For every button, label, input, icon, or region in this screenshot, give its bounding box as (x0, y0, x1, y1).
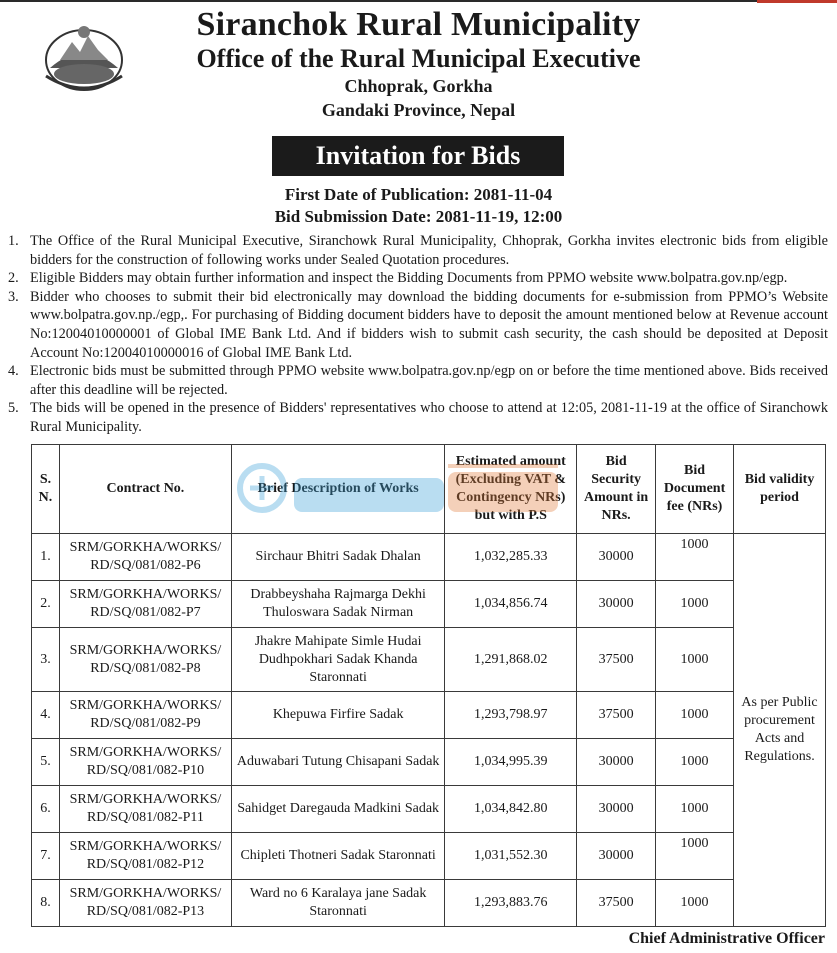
cell-sn: 2. (32, 581, 60, 628)
header-contract-no: Contract No. (59, 445, 231, 534)
table-row (32, 833, 826, 880)
cell-security: 37500 (577, 692, 656, 739)
office-name: Office of the Rural Municipal Executive (196, 44, 641, 73)
cell-validity: As per Public procurement Acts and Regulations. (734, 534, 826, 927)
cell-description: Khepuwa Firfire Sadak (231, 692, 444, 739)
cell-fee: 1000 (656, 786, 734, 833)
notice-title: Invitation for Bids (315, 141, 521, 170)
cell-fee: 1000 (656, 581, 734, 628)
cell-sn: 6. (32, 786, 60, 833)
paragraph-text: Bidder who chooses to submit their bid electronically may download the bidding documents for e-submission from PPMO’s Website www.bolpatra.gov.np./egp,. For purchasing of Bidding document bidders have to deposit the amount mentioned below at Revenue account No:12004010000001 of Global IME Bank Ltd. And if bidders wish to submit cash security, the cash should be deposited at Deposit Account No:12004010000016 of Global IME Bank Ltd. (30, 288, 828, 361)
cell-security: 30000 (577, 833, 656, 880)
cell-security: 30000 (577, 581, 656, 628)
paragraph-item (8, 232, 828, 269)
cell-amount: 1,034,995.39 (445, 739, 577, 786)
cell-amount: 1,291,868.02 (445, 628, 577, 692)
cell-contract: SRM/GORKHA/WORKS/ RD/SQ/081/082-P12 (59, 833, 231, 880)
cell-fee: 1000 (656, 628, 734, 692)
cell-description: Chipleti Thotneri Sadak Staronnati (231, 833, 444, 880)
paragraph-number: 4. (8, 363, 19, 380)
cell-description: Sahidget Daregauda Madkini Sadak (231, 786, 444, 833)
header-estimated-amount: Estimated amount (Excluding VAT & Contingency NRs) but with P.S (445, 445, 577, 534)
cell-description: Aduwabari Tutung Chisapani Sadak (231, 739, 444, 786)
paragraph-item (8, 362, 828, 399)
cell-sn: 5. (32, 739, 60, 786)
paragraph-item (8, 269, 828, 288)
top-border (0, 0, 837, 2)
cell-contract: SRM/GORKHA/WORKS/ RD/SQ/081/082-P13 (59, 880, 231, 927)
table-row (32, 880, 826, 927)
table-row (32, 581, 826, 628)
cell-description: Sirchaur Bhitri Sadak Dhalan (231, 534, 444, 581)
cell-contract: SRM/GORKHA/WORKS/ RD/SQ/081/082-P8 (59, 628, 231, 692)
bids-table (31, 444, 826, 927)
paragraph-text: The bids will be opened in the presence of Bidders' representatives who choose to attend at 12:05, 2081-11-19 at the office of Siranchowk Rural Municipality. (30, 400, 828, 435)
publication-date: First Date of Publication: 2081-11-04 (284, 185, 553, 204)
cell-security: 37500 (577, 628, 656, 692)
cell-amount: 1,293,798.97 (445, 692, 577, 739)
cell-amount: 1,293,883.76 (445, 880, 577, 927)
cell-security: 30000 (577, 739, 656, 786)
paragraph-text: Electronic bids must be submitted through PPMO website www.bolpatra.gov.np/egp on or before the time mentioned above. Bids received after this deadline will be rejected. (30, 363, 828, 398)
submission-date: Bid Submission Date: 2081-11-19, 12:00 (274, 207, 563, 226)
table-row (32, 534, 826, 581)
paragraph-number: 2. (8, 270, 19, 287)
cell-sn: 3. (32, 628, 60, 692)
cell-fee: 1000 (656, 692, 734, 739)
paragraph-list (8, 232, 828, 437)
cell-fee: 1000 (656, 534, 734, 581)
municipality-name: Siranchok Rural Municipality (196, 6, 641, 43)
header-validity: Bid validity period (734, 445, 826, 534)
paragraph-number: 1. (8, 233, 19, 249)
cell-contract: SRM/GORKHA/WORKS/ RD/SQ/081/082-P11 (59, 786, 231, 833)
cell-security: 30000 (577, 534, 656, 581)
cell-security: 37500 (577, 880, 656, 927)
cell-sn: 4. (32, 692, 60, 739)
paragraph-text: The Office of the Rural Municipal Executive, Siranchowk Rural Municipality, Chhoprak, Gorkha invites electronic bids from eligible bidders for the construction of following works under Sealed Quotation procedures. (30, 233, 828, 268)
cell-description: Drabbeyshaha Rajmarga Dekhi Thuloswara Sadak Nirman (231, 581, 444, 628)
cell-amount: 1,032,285.33 (445, 534, 577, 581)
cell-amount: 1,031,552.30 (445, 833, 577, 880)
table-row (32, 786, 826, 833)
header-description: Brief Description of Works (231, 445, 444, 534)
top-border-accent (757, 0, 837, 3)
cell-fee: 1000 (656, 880, 734, 927)
cell-contract: SRM/GORKHA/WORKS/ RD/SQ/081/082-P7 (59, 581, 231, 628)
paragraph-item (8, 399, 828, 436)
address-line-2: Gandaki Province, Nepal (321, 100, 516, 120)
address-line-1: Chhoprak, Gorkha (344, 76, 493, 96)
cell-contract: SRM/GORKHA/WORKS/ RD/SQ/081/082-P10 (59, 739, 231, 786)
cell-fee: 1000 (656, 833, 734, 880)
cell-sn: 1. (32, 534, 60, 581)
table-row (32, 628, 826, 692)
table-header-row (32, 445, 826, 534)
cell-contract: SRM/GORKHA/WORKS/ RD/SQ/081/082-P9 (59, 692, 231, 739)
cell-security: 30000 (577, 786, 656, 833)
cell-description: Ward no 6 Karalaya jane Sadak Staronnati (231, 880, 444, 927)
letterhead (0, 6, 837, 122)
cell-fee: 1000 (656, 739, 734, 786)
cell-contract: SRM/GORKHA/WORKS/ RD/SQ/081/082-P6 (59, 534, 231, 581)
notice-title-bar (272, 136, 564, 176)
cell-amount: 1,034,856.74 (445, 581, 577, 628)
paragraph-number: 5. (8, 400, 19, 417)
paragraph-number: 3. (8, 288, 19, 305)
signatory: Chief Administrative Officer (628, 930, 825, 947)
header-bid-security: Bid Security Amount in NRs. (577, 445, 656, 534)
cell-description: Jhakre Mahipate Simle Hudai Dudhpokhari Sadak Khanda Staronnati (231, 628, 444, 692)
table-row (32, 739, 826, 786)
dates-block (0, 184, 837, 228)
table-row (32, 692, 826, 739)
header-sn: S. N. (32, 445, 60, 534)
cell-amount: 1,034,842.80 (445, 786, 577, 833)
header-document-fee: Bid Document fee (NRs) (656, 445, 734, 534)
cell-sn: 8. (32, 880, 60, 927)
paragraph-text: Eligible Bidders may obtain further information and inspect the Bidding Documents from PPMO website www.bolpatra.gov.np/egp. (30, 270, 788, 287)
cell-sn: 7. (32, 833, 60, 880)
paragraph-item (8, 288, 828, 362)
